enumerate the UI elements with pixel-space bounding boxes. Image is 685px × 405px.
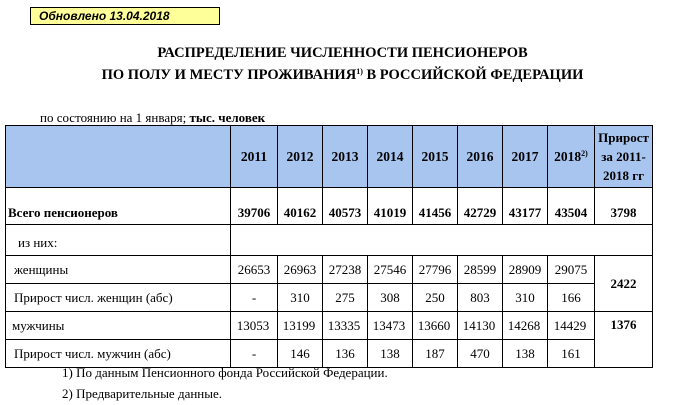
cell: 14268	[503, 312, 548, 340]
cell: 146	[278, 340, 323, 368]
footnote-1: 1) По данным Пенсионного фонда Российской Федерации.	[62, 365, 388, 380]
cell: 40162	[278, 188, 323, 225]
cell: 26653	[231, 256, 278, 284]
header-year: 2016	[458, 126, 503, 188]
cell: 14130	[458, 312, 503, 340]
cell: 41456	[413, 188, 458, 225]
cell: 275	[323, 284, 368, 312]
row-label: из них:	[6, 225, 231, 256]
row-label: Всего пенсионеров	[6, 188, 231, 225]
cell: 13199	[278, 312, 323, 340]
growth-cell: 2422	[595, 256, 653, 312]
cell: 40573	[323, 188, 368, 225]
header-growth: Прирост за 2011-2018 гг	[595, 126, 653, 188]
cell: 136	[323, 340, 368, 368]
cell: 13053	[231, 312, 278, 340]
cell: 27796	[413, 256, 458, 284]
title-line-2: ПО ПОЛУ И МЕСТУ ПРОЖИВАНИЯ$^{1)}$ В РОССИЙСКОЙ ФЕДЕРАЦИИ	[101, 67, 584, 83]
cell: 138	[368, 340, 413, 368]
cell: 43504	[548, 188, 595, 225]
cell: 310	[278, 284, 323, 312]
footnote-2: 2) Предварительные данные.	[62, 386, 223, 401]
table-row-of-which	[6, 225, 653, 256]
cell: 13660	[413, 312, 458, 340]
header-year: 2011	[231, 126, 278, 188]
cell: -	[231, 340, 278, 368]
header-year: 2017	[503, 126, 548, 188]
row-label: женщины	[6, 256, 231, 284]
cell: 161	[548, 340, 595, 368]
row-label: Прирост числ. женщин (абс)	[6, 284, 231, 312]
title-line-1: РАСПРЕДЕЛЕНИЕ ЧИСЛЕННОСТИ ПЕНСИОНЕРОВ	[157, 45, 528, 61]
growth-cell: 1376	[595, 312, 653, 368]
cell: 187	[413, 340, 458, 368]
header-year: 2015	[413, 126, 458, 188]
table-row-women-growth	[6, 284, 653, 312]
cell: 26963	[278, 256, 323, 284]
cell: -	[231, 284, 278, 312]
cell: 42729	[458, 188, 503, 225]
table-row-women	[6, 256, 653, 284]
table-row-men	[6, 312, 653, 340]
cell: 166	[548, 284, 595, 312]
row-label: Прирост числ. мужчин (абс)	[6, 340, 231, 368]
pensioners-table	[5, 125, 653, 368]
cell: 470	[458, 340, 503, 368]
cell: 27238	[323, 256, 368, 284]
header-year: 2013	[323, 126, 368, 188]
as-of-caption: по состоянию на 1 января; тыс. человек	[40, 110, 266, 125]
header-year: 2018$^{2)}$	[548, 126, 595, 188]
empty-cell	[231, 225, 653, 256]
cell: 28909	[503, 256, 548, 284]
cell: 43177	[503, 188, 548, 225]
cell: 803	[458, 284, 503, 312]
header-year: 2012	[278, 126, 323, 188]
cell: 27546	[368, 256, 413, 284]
cell: 39706	[231, 188, 278, 225]
row-label: мужчины	[6, 312, 231, 340]
header-row	[6, 126, 653, 188]
cell: 308	[368, 284, 413, 312]
header-label-cell	[6, 126, 231, 188]
cell: 29075	[548, 256, 595, 284]
cell: 250	[413, 284, 458, 312]
cell: 310	[503, 284, 548, 312]
growth-cell: 3798	[595, 188, 653, 225]
cell: 14429	[548, 312, 595, 340]
cell: 138	[503, 340, 548, 368]
table-row-men-growth	[6, 340, 653, 368]
cell: 28599	[458, 256, 503, 284]
updated-date-badge: Обновлено 13.04.2018	[30, 7, 220, 25]
cell: 41019	[368, 188, 413, 225]
table-row-total	[6, 188, 653, 225]
cell: 13473	[368, 312, 413, 340]
cell: 13335	[323, 312, 368, 340]
header-year: 2014	[368, 126, 413, 188]
